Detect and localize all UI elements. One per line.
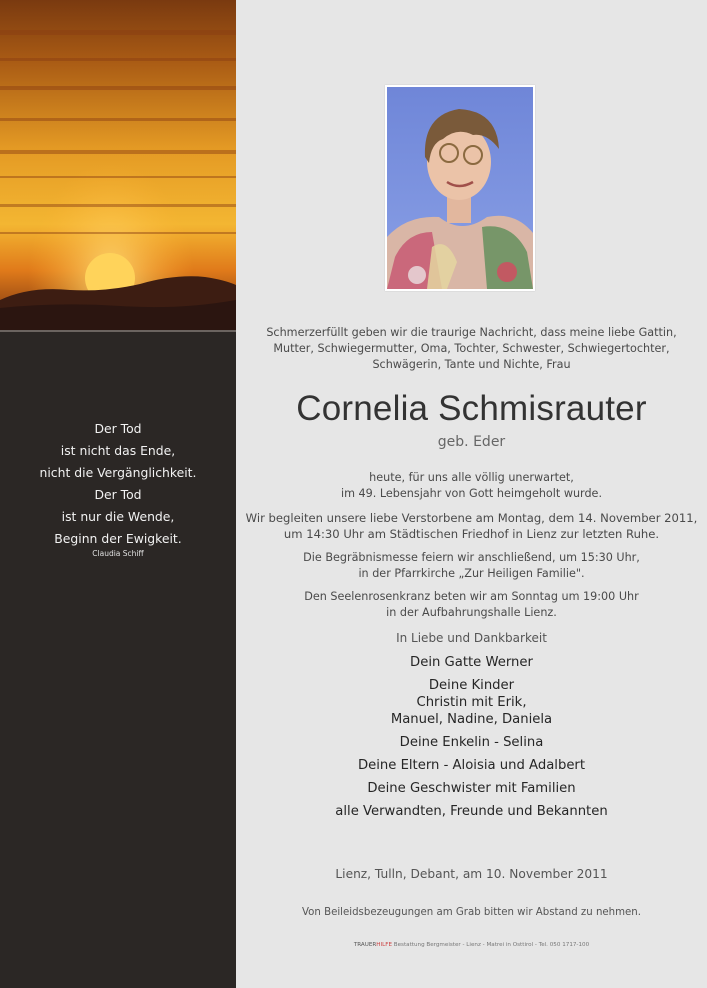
- mass-line: in der Pfarrkirche „Zur Heiligen Familie".: [358, 567, 585, 580]
- rosary-line: Den Seelenrosenkranz beten wir am Sonntag um 19:00 Uhr: [304, 590, 639, 603]
- intro-line: Schwägerin, Tante und Nichte, Frau: [372, 358, 571, 371]
- birth-name: geb. Eder: [437, 434, 506, 450]
- poem: [0, 418, 236, 560]
- mourner-spouse: Dein Gatte Werner: [410, 655, 533, 670]
- funeral-line: um 14:30 Uhr am Städtischen Friedhof in Lienz zur letzten Ruhe.: [283, 527, 660, 541]
- children-line: Christin mit Erik,: [416, 695, 527, 710]
- rosary-details: [236, 589, 707, 621]
- poem-author: Claudia Schiff: [92, 549, 144, 558]
- poem-line: Beginn der Ewigkeit.: [54, 531, 182, 546]
- place-date: Lienz, Tulln, Debant, am 10. November 2011: [335, 867, 608, 881]
- divider: [0, 330, 236, 332]
- mourner-relatives: alle Verwandten, Freunde und Bekannten: [335, 804, 608, 819]
- mourner-children: [236, 677, 707, 728]
- children-title: Deine Kinder: [428, 678, 515, 693]
- poem-line: ist nicht das Ende,: [60, 443, 176, 458]
- children-line: Manuel, Nadine, Daniela: [390, 712, 553, 727]
- portrait-image: [387, 87, 533, 289]
- funeral-home-footer: [236, 941, 707, 950]
- condolence-note: Von Beileidsbezeugungen am Grab bitten wir Abstand zu nehmen.: [301, 907, 642, 918]
- mourners-list: [236, 654, 707, 826]
- footer-text: Bestattung Bergmeister - Lienz - Matrei in Osttirol - Tel. 050 1717-100: [392, 942, 590, 948]
- deceased-name: Cornelia Schmisrauter: [296, 389, 647, 428]
- poem-line: Der Tod: [94, 421, 142, 436]
- rosary-line: in der Aufbahrungshalle Lienz.: [386, 606, 557, 619]
- poem-line: Der Tod: [94, 487, 142, 502]
- brand-trauer: TRAUER: [353, 942, 377, 948]
- poem-line: nicht die Vergänglichkeit.: [39, 465, 197, 480]
- mass-details: [236, 550, 707, 582]
- left-panel: [0, 0, 236, 988]
- mourner-grandchildren: Deine Enkelin - Selina: [399, 735, 544, 750]
- brand-hilfe: HILFE: [376, 942, 392, 948]
- death-message: [236, 470, 707, 502]
- closing-line: In Liebe und Dankbarkeit: [396, 631, 547, 645]
- poem-line: ist nur die Wende,: [61, 509, 175, 524]
- main-content: [236, 0, 707, 988]
- mourner-siblings: Deine Geschwister mit Familien: [367, 781, 576, 796]
- message-line: heute, für uns alle völlig unerwartet,: [369, 471, 574, 484]
- funeral-line: Wir begleiten unsere liebe Verstorbene am Montag, dem 14. November 2011,: [245, 511, 698, 525]
- portrait-photo: [385, 85, 535, 291]
- sunset-image: [0, 0, 236, 330]
- intro-text: [236, 325, 707, 373]
- mass-line: Die Begräbnismesse feiern wir anschließend, um 15:30 Uhr,: [303, 551, 640, 564]
- intro-line: Schmerzerfüllt geben wir die traurige Nachricht, dass meine liebe Gattin,: [266, 326, 677, 339]
- message-line: im 49. Lebensjahr von Gott heimgeholt wurde.: [340, 487, 603, 500]
- mourner-parents: Deine Eltern - Aloisia und Adalbert: [357, 758, 586, 773]
- intro-line: Mutter, Schwiegermutter, Oma, Tochter, Schwester, Schwiegertochter,: [273, 342, 670, 355]
- funeral-details: [236, 510, 707, 542]
